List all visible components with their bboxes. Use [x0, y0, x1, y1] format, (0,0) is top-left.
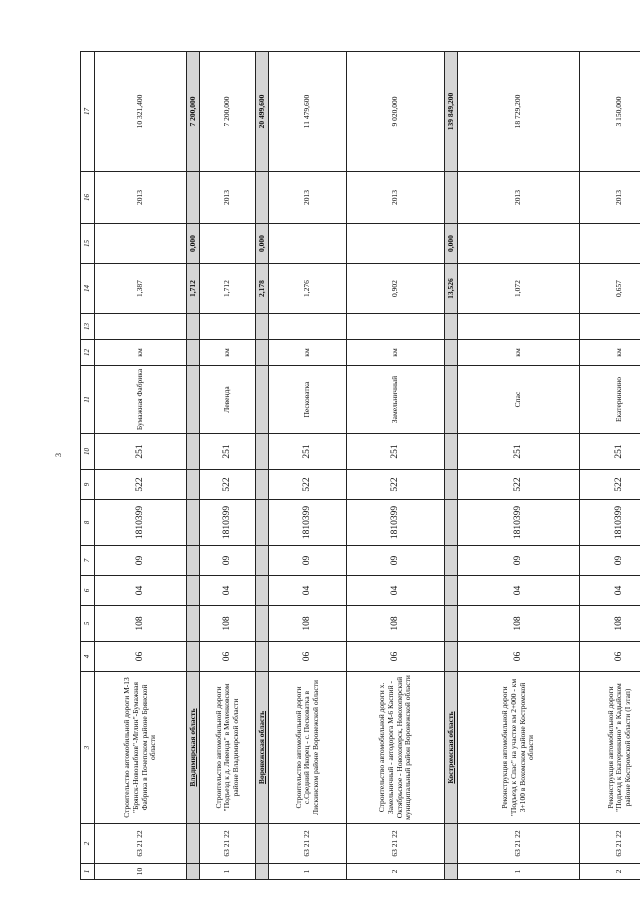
cell-col-5: 108: [347, 606, 445, 642]
cell-col-3: Реконструкция автомобильной дороги "Подъезд к Спас" на участке км 2+000 - км 3+100 в Вохомском районе Костромской области: [458, 672, 580, 824]
cell-col-13: [200, 314, 256, 340]
cell-col-16: 2013: [269, 172, 347, 224]
cell-col-15: [458, 224, 580, 264]
cell-col-9: 522: [580, 470, 640, 500]
cell-col-2: 63 21 22: [580, 824, 640, 864]
region-cell: [445, 576, 458, 606]
cell-col-7: 09: [580, 546, 640, 576]
cell-col-9: 522: [458, 470, 580, 500]
cell-col-12: км: [458, 340, 580, 366]
column-number-9: 9: [81, 470, 95, 500]
cell-col-14: 0,902: [347, 264, 445, 314]
cell-col-5: 108: [200, 606, 256, 642]
cell-col-2: 63 21 22: [269, 824, 347, 864]
cell-col-16: 2013: [95, 172, 187, 224]
region-cell: [445, 340, 458, 366]
cell-col-5: 108: [580, 606, 640, 642]
cell-col-14: 1,712: [200, 264, 256, 314]
cell-col-17: 10 321,400: [95, 52, 187, 172]
region-cell: [187, 314, 200, 340]
region-cell: [445, 470, 458, 500]
cell-col-6: 04: [200, 576, 256, 606]
cell-col-13: [580, 314, 640, 340]
cell-col-1: 1: [200, 864, 256, 880]
column-number-12: 12: [81, 340, 95, 366]
region-cell: [187, 606, 200, 642]
object-row: [200, 52, 256, 880]
cell-col-4: 06: [269, 642, 347, 672]
cell-col-12: км: [347, 340, 445, 366]
column-number-11: 11: [81, 366, 95, 434]
column-number-6: 6: [81, 576, 95, 606]
cell-col-11: Спас: [458, 366, 580, 434]
cell-col-9: 522: [200, 470, 256, 500]
column-number-3: 3: [81, 672, 95, 824]
cell-col-16: 2013: [347, 172, 445, 224]
cell-col-16: 2013: [580, 172, 640, 224]
cell-col-1: 2: [580, 864, 640, 880]
region-cell: [445, 500, 458, 546]
cell-col-11: Замельничный: [347, 366, 445, 434]
column-number-2: 2: [81, 824, 95, 864]
region-title: Костромская область: [445, 672, 458, 824]
cell-col-17: 18 729,200: [458, 52, 580, 172]
cell-col-10: 251: [269, 434, 347, 470]
column-number-10: 10: [81, 434, 95, 470]
cell-col-7: 09: [269, 546, 347, 576]
cell-col-12: км: [269, 340, 347, 366]
cell-col-14: 1,072: [458, 264, 580, 314]
cell-col-15: [580, 224, 640, 264]
region-amount-total: 20 499,600: [256, 52, 269, 172]
cell-col-14: 0,657: [580, 264, 640, 314]
region-cell: [445, 366, 458, 434]
object-row: [580, 52, 640, 880]
cell-col-10: 251: [347, 434, 445, 470]
region-cell: [445, 606, 458, 642]
cell-col-8: 1810399: [580, 500, 640, 546]
region-cell: [445, 824, 458, 864]
region-cell: [256, 864, 269, 880]
cell-col-10: 251: [458, 434, 580, 470]
region-cell: [445, 642, 458, 672]
region-cell: [445, 864, 458, 880]
region-cell: [256, 576, 269, 606]
region-cell: [445, 172, 458, 224]
cell-col-12: км: [95, 340, 187, 366]
object-row: [269, 52, 347, 880]
cell-col-2: 63 21 22: [458, 824, 580, 864]
cell-col-17: 3 150,000: [580, 52, 640, 172]
region-col15-total: 0,000: [256, 224, 269, 264]
region-length-total: 13,526: [445, 264, 458, 314]
cell-col-3: Строительство автомобильной дороги х. Замельничный - автодорога М-6 Каспий - Октябрьское - Новохоперск, Новохоперский муниципальный район Воронежской области: [347, 672, 445, 824]
region-cell: [187, 864, 200, 880]
region-col15-total: 0,000: [445, 224, 458, 264]
cell-col-8: 1810399: [269, 500, 347, 546]
object-row: [347, 52, 445, 880]
page-number: 3: [54, 453, 63, 457]
cell-col-1: 1: [458, 864, 580, 880]
cell-col-15: [95, 224, 187, 264]
cell-col-9: 522: [95, 470, 187, 500]
cell-col-9: 522: [269, 470, 347, 500]
cell-col-10: 251: [95, 434, 187, 470]
cell-col-12: км: [580, 340, 640, 366]
column-number-5: 5: [81, 606, 95, 642]
region-title: Владимирская область: [187, 672, 200, 824]
region-cell: [256, 366, 269, 434]
region-cell: [187, 546, 200, 576]
region-cell: [256, 642, 269, 672]
cell-col-5: 108: [458, 606, 580, 642]
cell-col-11: Песковатка: [269, 366, 347, 434]
region-cell: [187, 366, 200, 434]
cell-col-5: 108: [269, 606, 347, 642]
region-length-total: 2,178: [256, 264, 269, 314]
cell-col-3: Строительство автомобильной дороги с.Средний Икорец - с. Песковатка в Лискинском районе Воронежской области: [269, 672, 347, 824]
cell-col-8: 1810399: [95, 500, 187, 546]
region-cell: [256, 606, 269, 642]
object-row: [458, 52, 580, 880]
region-cell: [187, 500, 200, 546]
cell-col-8: 1810399: [200, 500, 256, 546]
region-cell: [187, 470, 200, 500]
cell-col-3: Строительство автомобильной дороги "Подъезд к д. Левенда" в Меленковском районе Владимирской области: [200, 672, 256, 824]
cell-col-2: 63 21 22: [95, 824, 187, 864]
region-title: Воронежская область: [256, 672, 269, 824]
cell-col-17: 9 020,000: [347, 52, 445, 172]
cell-col-9: 522: [347, 470, 445, 500]
region-cell: [187, 434, 200, 470]
cell-col-13: [347, 314, 445, 340]
cell-col-1: 1: [269, 864, 347, 880]
cell-col-1: 10: [95, 864, 187, 880]
budget-table: [80, 51, 640, 880]
region-cell: [256, 824, 269, 864]
cell-col-7: 09: [458, 546, 580, 576]
region-cell: [445, 546, 458, 576]
region-cell: [256, 434, 269, 470]
column-number-1: 1: [81, 864, 95, 880]
cell-col-14: 1,276: [269, 264, 347, 314]
cell-col-7: 09: [95, 546, 187, 576]
region-col15-total: 0,000: [187, 224, 200, 264]
cell-col-10: 251: [580, 434, 640, 470]
column-number-7: 7: [81, 546, 95, 576]
region-length-total: 1,712: [187, 264, 200, 314]
region-cell: [256, 470, 269, 500]
cell-col-6: 04: [95, 576, 187, 606]
cell-col-5: 108: [95, 606, 187, 642]
cell-col-6: 04: [347, 576, 445, 606]
cell-col-7: 09: [347, 546, 445, 576]
cell-col-15: [347, 224, 445, 264]
cell-col-11: Екатеринкино: [580, 366, 640, 434]
region-cell: [445, 434, 458, 470]
cell-col-4: 06: [347, 642, 445, 672]
cell-col-17: 7 200,000: [200, 52, 256, 172]
cell-col-11: Бумажная Фабрика: [95, 366, 187, 434]
header-row: [81, 52, 95, 880]
region-row: [445, 52, 458, 880]
column-number-13: 13: [81, 314, 95, 340]
cell-col-3: Строительство автомобильной дороги М-13 "Брянск-Новозыбков"-Мглин"-Бумажная Фабрика в Почепском районе Брянской области: [95, 672, 187, 824]
cell-col-11: Левенда: [200, 366, 256, 434]
region-cell: [187, 340, 200, 366]
cell-col-12: км: [200, 340, 256, 366]
region-cell: [445, 314, 458, 340]
cell-col-4: 06: [200, 642, 256, 672]
cell-col-8: 1810399: [458, 500, 580, 546]
column-number-4: 4: [81, 642, 95, 672]
region-cell: [256, 172, 269, 224]
cell-col-1: 2: [347, 864, 445, 880]
cell-col-13: [458, 314, 580, 340]
rotated-page: [80, 52, 632, 880]
region-amount-total: 139 849,200: [445, 52, 458, 172]
region-cell: [256, 314, 269, 340]
cell-col-15: [269, 224, 347, 264]
cell-col-7: 09: [200, 546, 256, 576]
cell-col-6: 04: [458, 576, 580, 606]
column-number-16: 16: [81, 172, 95, 224]
region-cell: [187, 824, 200, 864]
cell-col-2: 63 21 22: [347, 824, 445, 864]
cell-col-2: 63 21 22: [200, 824, 256, 864]
region-row: [256, 52, 269, 880]
cell-col-8: 1810399: [347, 500, 445, 546]
region-cell: [187, 576, 200, 606]
cell-col-16: 2013: [200, 172, 256, 224]
cell-col-4: 06: [458, 642, 580, 672]
column-number-14: 14: [81, 264, 95, 314]
region-cell: [256, 500, 269, 546]
cell-col-13: [95, 314, 187, 340]
region-amount-total: 7 200,000: [187, 52, 200, 172]
region-cell: [256, 340, 269, 366]
region-row: [187, 52, 200, 880]
cell-col-14: 1,387: [95, 264, 187, 314]
cell-col-16: 2013: [458, 172, 580, 224]
cell-col-4: 06: [95, 642, 187, 672]
cell-col-3: Реконструкция автомобильной дороги "Подъезд к Екатеринкино" в Кадыйском районе Костромской области (I этап): [580, 672, 640, 824]
cell-col-17: 11 479,600: [269, 52, 347, 172]
cell-col-4: 06: [580, 642, 640, 672]
cell-col-6: 04: [580, 576, 640, 606]
object-row: [95, 52, 187, 880]
cell-col-10: 251: [200, 434, 256, 470]
column-number-15: 15: [81, 224, 95, 264]
column-number-8: 8: [81, 500, 95, 546]
cell-col-15: [200, 224, 256, 264]
cell-col-6: 04: [269, 576, 347, 606]
region-cell: [187, 172, 200, 224]
region-cell: [256, 546, 269, 576]
cell-col-13: [269, 314, 347, 340]
column-number-17: 17: [81, 52, 95, 172]
region-cell: [187, 642, 200, 672]
